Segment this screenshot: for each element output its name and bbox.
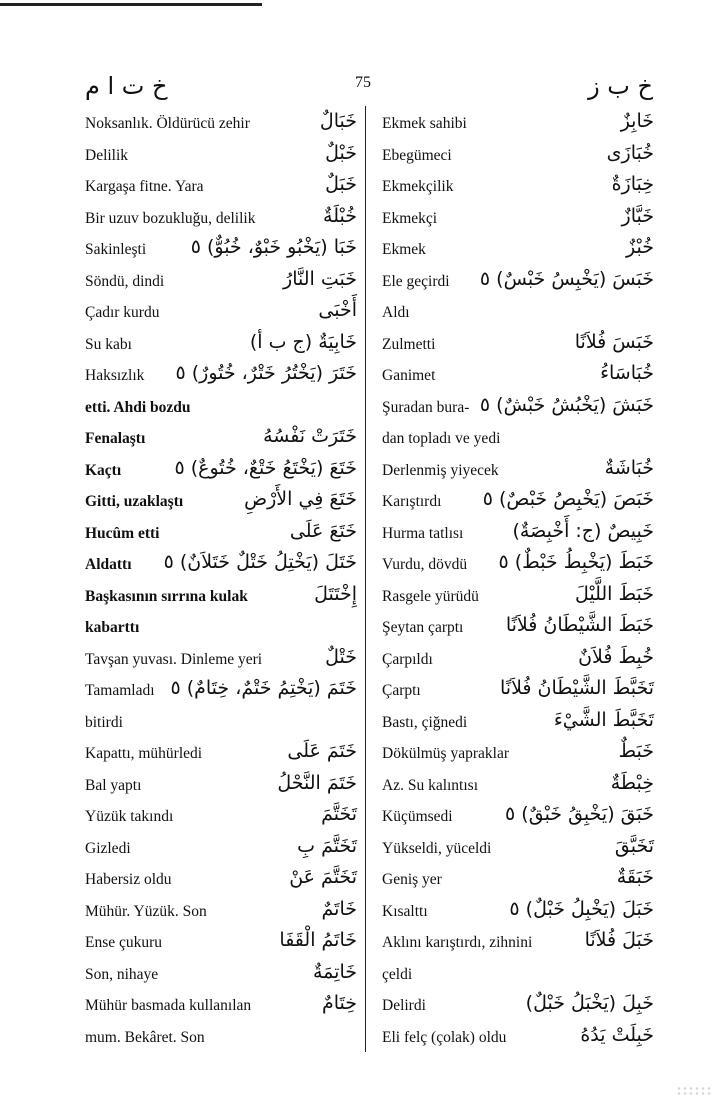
- dictionary-entry: [382, 457, 654, 489]
- turkish-meaning: Kapattı, mühürledi: [85, 745, 203, 762]
- turkish-meaning: Fenalaştı: [85, 430, 146, 447]
- left-column: [85, 110, 357, 1055]
- dictionary-entry: [382, 709, 654, 741]
- dictionary-entry: [382, 961, 654, 993]
- turkish-meaning: Haksızlık: [85, 367, 145, 384]
- arabic-headword: خَاتَمٌ: [321, 897, 357, 920]
- arabic-headword: خُبَازَى: [606, 141, 654, 164]
- dictionary-entry: [85, 866, 357, 898]
- turkish-meaning: Çadır kurdu: [85, 304, 160, 321]
- arabic-headword: خَبَلَ (يَخْبِلُ خَبْلٌ) ٥: [509, 897, 654, 920]
- turkish-meaning: Noksanlık. Öldürücü zehir: [85, 115, 250, 132]
- dictionary-entry: [85, 457, 357, 489]
- scan-speckle: [676, 1086, 712, 1096]
- dictionary-entry: [85, 929, 357, 961]
- turkish-meaning: kabarttı: [85, 619, 140, 636]
- dictionary-entry: [382, 866, 654, 898]
- arabic-headword: خَتَرَتْ نَفْسُهُ: [263, 425, 357, 447]
- turkish-meaning: Ekmekçilik: [382, 178, 454, 195]
- arabic-headword: خَتَعَ فِي الأَرْضِ: [244, 488, 357, 510]
- turkish-meaning: Ense çukuru: [85, 934, 163, 951]
- arabic-headword: خَتَمَ النَّحْلُ: [277, 771, 357, 794]
- turkish-meaning: Hurma tatlısı: [382, 524, 464, 542]
- turkish-meaning: Ekmek: [382, 241, 426, 258]
- turkish-meaning: Çarpıldı: [382, 650, 433, 668]
- turkish-meaning: Delilik: [85, 146, 129, 164]
- turkish-meaning: Gitti, uzaklaştı: [85, 493, 184, 510]
- dictionary-entry: [85, 709, 357, 741]
- dictionary-entry: [382, 898, 654, 930]
- arabic-headword: خَابِزٌ: [620, 110, 654, 132]
- arabic-headword: خَابِيَةٌ (ج ب أ): [249, 330, 357, 353]
- dictionary-entry: [85, 110, 357, 142]
- turkish-meaning: Su kabı: [85, 335, 132, 353]
- turkish-meaning: Vurdu, dövdü: [382, 556, 468, 573]
- dictionary-entry: [85, 331, 357, 363]
- turkish-meaning: Söndü, dindi: [85, 272, 165, 290]
- arabic-headword: خَبَقَةٌ: [616, 866, 654, 888]
- dictionary-entry: [382, 299, 654, 331]
- arabic-headword: خَتَعَ (يَخْتَعُ خَتْعٌ، خُتُوعٌ) ٥: [174, 456, 357, 479]
- turkish-meaning: Bal yaptı: [85, 776, 142, 794]
- turkish-meaning: Zulmetti: [382, 335, 436, 353]
- arabic-headword: خَبَالٌ: [319, 110, 357, 132]
- turkish-meaning: Bir uzuv bozukluğu, delilik: [85, 209, 256, 227]
- arabic-headword: تَخَبَّطَ الشَّيْطَانُ فُلاَنًا: [500, 677, 654, 699]
- dictionary-entry: [85, 803, 357, 835]
- dictionary-entry: [85, 614, 357, 646]
- turkish-meaning: çeldi: [382, 965, 413, 983]
- turkish-meaning: Çarptı: [382, 682, 421, 699]
- dictionary-entry: [85, 173, 357, 205]
- turkish-meaning: Aklını karıştırdı, zihnini: [382, 934, 533, 951]
- dictionary-entry: [85, 299, 357, 331]
- dictionary-entry: [382, 646, 654, 678]
- dictionary-entry: [382, 142, 654, 174]
- turkish-meaning: Ekmekçi: [382, 209, 438, 227]
- dictionary-entry: [382, 425, 654, 457]
- turkish-meaning: Ekmek sahibi: [382, 115, 467, 132]
- arabic-headword: تَخَتَّمَ: [321, 803, 357, 825]
- arabic-headword: خَبَسَ فُلاَنًا: [574, 330, 654, 353]
- arabic-headword: خَبَطَ اللَّيْلَ: [574, 582, 654, 605]
- turkish-meaning: Karıştırdı: [382, 493, 442, 510]
- dictionary-entry: [382, 236, 654, 268]
- arabic-headword: خَاتِمَةٌ: [313, 960, 357, 983]
- turkish-meaning: Gizledi: [85, 839, 131, 857]
- dictionary-entry: [382, 520, 654, 552]
- turkish-meaning: bitirdi: [85, 713, 123, 731]
- arabic-headword: إِخْتَتَلَ: [314, 582, 357, 605]
- arabic-headword: خَبَّازٌ: [621, 204, 654, 227]
- turkish-meaning: Mühür basmada kullanılan: [85, 997, 252, 1014]
- turkish-meaning: Habersiz oldu: [85, 871, 172, 888]
- arabic-headword: خَبَشَ (يَخْبُشُ خَبْشٌ) ٥: [479, 393, 654, 416]
- dictionary-entry: [85, 898, 357, 930]
- turkish-meaning: Kısalttı: [382, 902, 428, 920]
- dictionary-entry: [85, 142, 357, 174]
- turkish-meaning: Geniş yer: [382, 871, 442, 888]
- arabic-headword: تَخَبَّقَ: [614, 834, 654, 857]
- arabic-headword: خِبَازَةٌ: [611, 173, 654, 195]
- turkish-meaning: dan topladı ve yedi: [382, 430, 501, 447]
- dictionary-entry: [85, 268, 357, 300]
- arabic-headword: خَبَطٌ: [618, 740, 654, 762]
- arabic-headword: خَبَقَ (يَخْبِقُ خَبْقٌ) ٥: [505, 803, 654, 825]
- turkish-meaning: Son, nihaye: [85, 965, 159, 983]
- arabic-headword: خَبَطَ (يَخْبِطُ خَبْطٌ) ٥: [498, 551, 654, 573]
- dictionary-entry: [382, 929, 654, 961]
- dictionary-entry: [382, 551, 654, 583]
- arabic-headword: خَبَلٌ: [325, 173, 357, 195]
- arabic-headword: خَبِلَتْ يَدُهُ: [580, 1023, 654, 1046]
- dictionary-entry: [85, 425, 357, 457]
- dictionary-entry: [382, 583, 654, 615]
- turkish-meaning: Derlenmiş yiyecek: [382, 461, 499, 479]
- column-divider: [365, 106, 366, 1052]
- arabic-headword: خُبَاشَةٌ: [604, 456, 654, 479]
- arabic-headword: خِبْطَةٌ: [610, 771, 654, 794]
- arabic-headword: خَبِيصٌ (ج: أَخْبِصَةٌ): [512, 519, 654, 542]
- arabic-headword: خَاتَمُ الْقَفَا: [279, 929, 357, 951]
- dictionary-entry: [382, 740, 654, 772]
- header-left-letters: خ ت ا م: [85, 72, 168, 100]
- turkish-meaning: Az. Su kalıntısı: [382, 776, 479, 794]
- turkish-meaning: Kaçtı: [85, 461, 122, 479]
- turkish-meaning: Bastı, çiğnedi: [382, 713, 468, 731]
- arabic-headword: خَبَسَ (يَخْبِسُ خَبْسٌ) ٥: [479, 267, 654, 290]
- dictionary-entry: [85, 1024, 357, 1056]
- turkish-meaning: Yükseldi, yüceldi: [382, 839, 492, 857]
- turkish-meaning: Ele geçirdi: [382, 272, 450, 290]
- dictionary-entry: [85, 236, 357, 268]
- turkish-meaning: Rasgele yürüdü: [382, 587, 479, 605]
- turkish-meaning: Şeytan çarptı: [382, 619, 464, 636]
- turkish-meaning: Eli felç (çolak) oldu: [382, 1028, 507, 1046]
- right-column: [382, 110, 654, 1055]
- dictionary-entry: [85, 551, 357, 583]
- arabic-headword: خَبَصَ (يَخْبِصُ خَبْصٌ) ٥: [482, 488, 654, 510]
- turkish-meaning: Şuradan bura-: [382, 398, 470, 416]
- dictionary-entry: [85, 394, 357, 426]
- arabic-headword: تَخَبَّطَ الشَّيْءَ: [553, 708, 654, 731]
- dictionary-entry: [85, 961, 357, 993]
- dictionary-entry: [382, 110, 654, 142]
- header-right-letters: خ ب ز: [588, 72, 653, 100]
- arabic-headword: خَبَا (يَخْبُو خَبْوٌ، خُبُوٌّ) ٥: [190, 236, 357, 258]
- dictionary-entry: [382, 614, 654, 646]
- arabic-headword: خَبِلَ (يَخْبَلُ خَبْلٌ): [525, 992, 654, 1014]
- turkish-meaning: Küçümsedi: [382, 808, 453, 825]
- turkish-meaning: Aldattı: [85, 556, 132, 573]
- arabic-headword: خَبْلٌ: [325, 141, 357, 164]
- dictionary-entry: [85, 646, 357, 678]
- dictionary-entry: [382, 362, 654, 394]
- arabic-headword: خَبَطَ الشَّيْطَانُ فُلاَنًا: [505, 614, 654, 636]
- page-header: [85, 70, 653, 100]
- dictionary-entry: [382, 205, 654, 237]
- dictionary-entry: [382, 488, 654, 520]
- turkish-meaning: Aldı: [382, 304, 410, 321]
- turkish-meaning: Ganimet: [382, 367, 436, 384]
- arabic-headword: خَتَعَ عَلَى: [289, 519, 357, 542]
- arabic-headword: خُبْلَةٌ: [323, 204, 357, 227]
- dictionary-entry: [85, 772, 357, 804]
- arabic-headword: خُبَاسَاءُ: [600, 362, 654, 384]
- dictionary-entry: [85, 205, 357, 237]
- turkish-meaning: Ebegümeci: [382, 146, 452, 164]
- turkish-meaning: Kargaşa fitne. Yara: [85, 178, 204, 195]
- arabic-headword: خِتَامٌ: [321, 992, 357, 1014]
- dictionary-entry: [382, 173, 654, 205]
- dictionary-entry: [382, 1024, 654, 1056]
- dictionary-entry: [85, 488, 357, 520]
- turkish-meaning: Yüzük takındı: [85, 808, 174, 825]
- arabic-headword: خُبْزٌ: [626, 236, 654, 258]
- turkish-meaning: etti. Ahdi bozdu: [85, 398, 191, 416]
- dictionary-entry: [85, 677, 357, 709]
- turkish-meaning: mum. Bekâret. Son: [85, 1028, 205, 1046]
- arabic-headword: تَخَتَّمَ بِ: [297, 834, 357, 857]
- turkish-meaning: Mühür. Yüzük. Son: [85, 902, 207, 920]
- turkish-meaning: Tamamladı: [85, 682, 155, 699]
- turkish-meaning: Tavşan yuvası. Dinleme yeri: [85, 650, 263, 668]
- dictionary-entry: [382, 268, 654, 300]
- dictionary-entry: [85, 740, 357, 772]
- page-number: 75: [355, 74, 371, 91]
- dictionary-entry: [382, 992, 654, 1024]
- arabic-headword: خَتَمَ (يَخْتِمُ خَتْمٌ، خِتَامٌ) ٥: [170, 677, 357, 699]
- dictionary-entry: [382, 835, 654, 867]
- dictionary-entry: [382, 772, 654, 804]
- dictionary-entry: [85, 520, 357, 552]
- dictionary-entry: [85, 583, 357, 615]
- arabic-headword: خَتَمَ عَلَى: [287, 740, 357, 762]
- turkish-meaning: Hucûm etti: [85, 524, 160, 542]
- arabic-headword: خَتَرَ (يَخْتُرُ خَتْرٌ، خُتُورٌ) ٥: [175, 362, 357, 384]
- dictionary-entry: [382, 803, 654, 835]
- arabic-headword: خَتَلَ (يَخْتِلُ خَتْلٌ خَتَلاَنٌ) ٥: [163, 551, 357, 573]
- top-rule: [0, 3, 262, 6]
- dictionary-entry: [85, 362, 357, 394]
- turkish-meaning: Sakinleşti: [85, 241, 147, 258]
- turkish-meaning: Başkasının sırrına kulak: [85, 587, 248, 605]
- dictionary-entry: [85, 992, 357, 1024]
- dictionary-entry: [382, 331, 654, 363]
- dictionary-entry: [382, 394, 654, 426]
- arabic-headword: خَتْلٌ: [325, 645, 357, 668]
- dictionary-entry: [85, 835, 357, 867]
- arabic-headword: تَخَتَّمَ عَنْ: [289, 866, 357, 888]
- arabic-headword: خَبَلَ فُلاَنًا: [584, 929, 654, 951]
- turkish-meaning: Delirdi: [382, 997, 426, 1014]
- turkish-meaning: Dökülmüş yapraklar: [382, 745, 509, 762]
- arabic-headword: خُبِطَ فُلاَنٌ: [578, 645, 654, 668]
- arabic-headword: أَخْبَى: [318, 299, 357, 321]
- arabic-headword: خَبَتِ النَّارُ: [283, 267, 357, 290]
- dictionary-entry: [382, 677, 654, 709]
